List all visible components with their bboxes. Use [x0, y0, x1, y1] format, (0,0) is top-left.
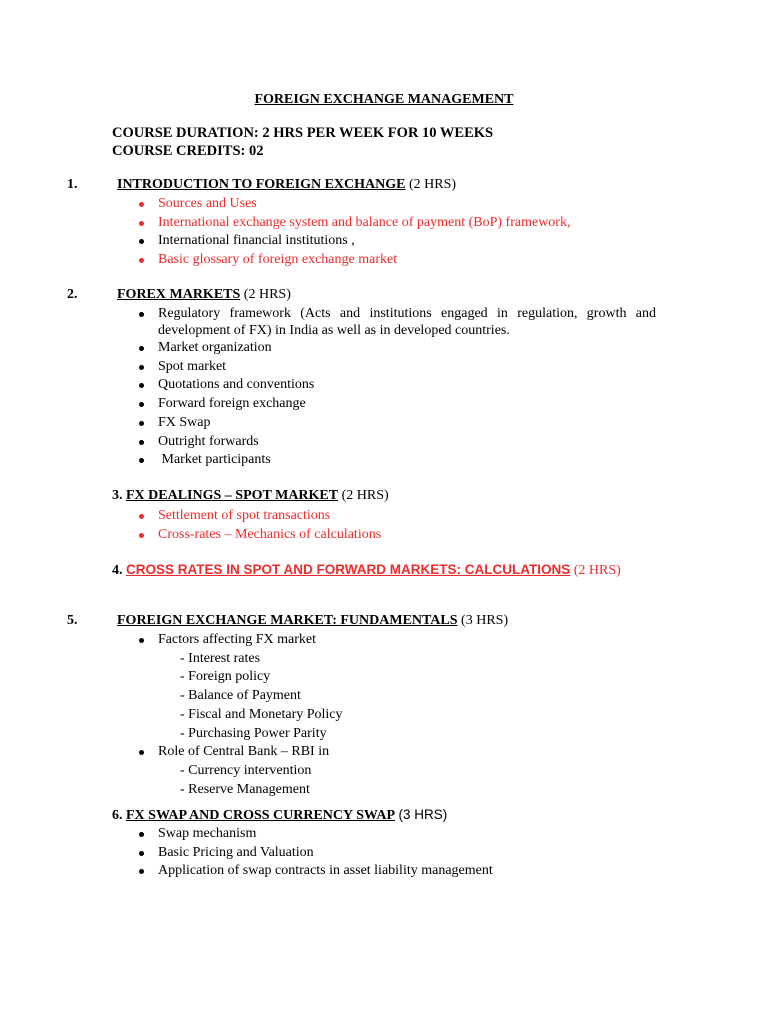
list-item: Cross-rates – Mechanics of calculations: [136, 526, 656, 545]
section-3-title: FX DEALINGS – SPOT MARKET: [126, 488, 339, 503]
bullet-icon: [139, 221, 144, 226]
section-1-number: 1.: [67, 177, 78, 192]
section-5-heading: [117, 613, 508, 629]
section-5-list: [136, 631, 656, 799]
section-6-hours: (3 HRS): [398, 807, 448, 822]
section-6-heading: [112, 807, 447, 824]
section-3-heading: [112, 488, 389, 504]
list-item: Sources and Uses: [136, 195, 656, 214]
section-4-number: 4.: [112, 563, 123, 578]
bullet-icon: [139, 202, 144, 207]
list-item: International financial institutions ,: [136, 232, 656, 251]
bullet-icon: [139, 258, 144, 263]
section-5-hours: (3 HRS): [461, 613, 509, 628]
bullet-icon: [139, 312, 144, 317]
section-5-number: 5.: [67, 613, 78, 628]
list-item: Swap mechanism: [136, 825, 656, 844]
sub-list: [158, 650, 656, 744]
sub-item: - Foreign policy: [180, 669, 271, 685]
bullet-icon: [139, 869, 144, 874]
bullet-icon: [139, 458, 144, 463]
sub-item: - Reserve Management: [180, 781, 310, 797]
bullet-icon: [139, 383, 144, 388]
section-2-list: [136, 305, 656, 470]
section-2-hours: (2 HRS): [243, 287, 291, 302]
list-item: International exchange system and balance of payment (BoP) framework,: [136, 214, 656, 233]
section-3-number: 3.: [112, 488, 123, 503]
sub-list: [158, 762, 656, 799]
section-2-heading: [117, 287, 291, 303]
sub-item: - Fiscal and Monetary Policy: [180, 706, 343, 722]
list-item: Role of Central Bank – RBI in - Currency intervention - Reserve Management: [136, 743, 656, 799]
list-item: FX Swap: [136, 414, 656, 433]
list-item: Settlement of spot transactions: [136, 507, 656, 526]
section-2-title: FOREX MARKETS: [117, 287, 241, 302]
bullet-icon: [139, 346, 144, 351]
section-4-heading: [112, 561, 660, 579]
section-3-hours: (2 HRS): [341, 488, 389, 503]
section-5-title: FOREIGN EXCHANGE MARKET: FUNDAMENTALS: [117, 613, 458, 628]
sub-item: - Currency intervention: [180, 762, 312, 778]
bullet-icon: [139, 832, 144, 837]
section-6-title: FX SWAP AND CROSS CURRENCY SWAP: [126, 808, 396, 823]
section-1-heading: [117, 177, 456, 193]
bullet-icon: [139, 514, 144, 519]
list-item: Market participants: [136, 451, 656, 470]
section-6-number: 6.: [112, 808, 123, 823]
bullet-icon: [139, 402, 144, 407]
bullet-icon: [139, 750, 144, 755]
list-item: Spot market: [136, 358, 656, 377]
bullet-icon: [139, 421, 144, 426]
document-title: FOREIGN EXCHANGE MANAGEMENT: [254, 92, 514, 107]
section-6-list: [136, 825, 656, 881]
course-duration: COURSE DURATION: 2 HRS PER WEEK FOR 10 WEEKS: [112, 125, 494, 141]
sub-item: - Interest rates: [180, 650, 261, 666]
list-item: Application of swap contracts in asset liability management: [136, 862, 656, 881]
list-item: Factors affecting FX market - Interest rates - Foreign policy - Balance of Payment - Fiscal and Monetary Policy - Purchasing Power Parity: [136, 631, 656, 743]
list-item: Regulatory framework (Acts and institutions engaged in regulation, growth and development of FX) in India as well as in developed countries.: [136, 305, 656, 339]
bullet-icon: [139, 638, 144, 643]
section-2-number: 2.: [67, 287, 78, 302]
section-4-title: CROSS RATES IN SPOT AND FORWARD MARKETS: CALCULATIONS: [126, 562, 571, 577]
list-item: Quotations and conventions: [136, 376, 656, 395]
list-item: Outright forwards: [136, 433, 656, 452]
bullet-icon: [139, 851, 144, 856]
sub-item: - Balance of Payment: [180, 688, 301, 704]
course-credits: COURSE CREDITS: 02: [112, 143, 264, 159]
section-1-hours: (2 HRS): [408, 177, 457, 192]
section-3-list: [136, 507, 656, 544]
bullet-icon: [139, 239, 144, 244]
bullet-icon: [139, 440, 144, 445]
list-item: Forward foreign exchange: [136, 395, 656, 414]
bullet-icon: [139, 365, 144, 370]
sub-item: - Purchasing Power Parity: [180, 725, 327, 741]
section-1-list: [136, 195, 656, 270]
list-item: Basic Pricing and Valuation: [136, 844, 656, 863]
section-4-hours: (2 HRS): [573, 563, 621, 578]
bullet-icon: [139, 533, 144, 538]
list-item: Market organization: [136, 339, 656, 358]
section-1-title: INTRODUCTION TO FOREIGN EXCHANGE: [117, 177, 406, 192]
list-item: Basic glossary of foreign exchange market: [136, 251, 656, 270]
